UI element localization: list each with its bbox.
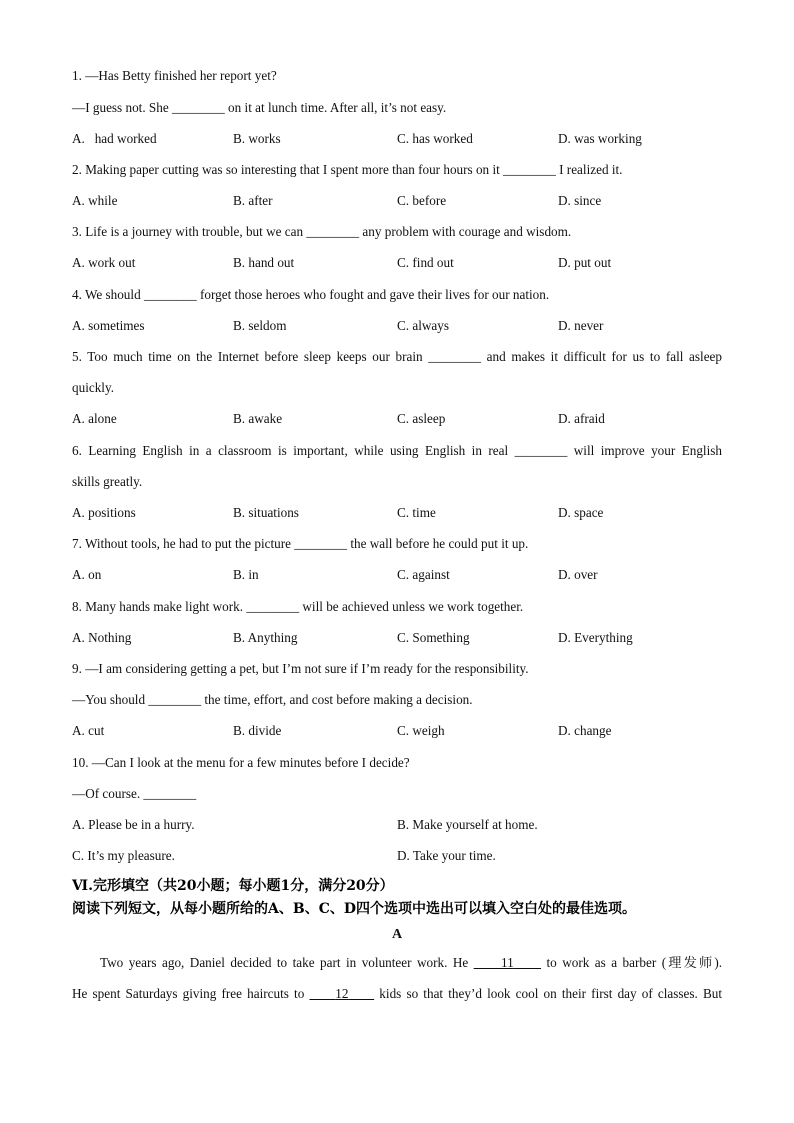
blank-11: ​ 11 bbox=[473, 955, 514, 970]
q8-option-b: B. Anything bbox=[233, 630, 298, 645]
question-10-stem: 10. —Can I look at the menu for a few minutes before I decide? bbox=[72, 755, 410, 770]
q3-option-a: A. work out bbox=[72, 255, 136, 270]
q1-option-c: C. has worked bbox=[397, 131, 473, 146]
passage-text: He spent Saturdays giving free haircuts to bbox=[72, 986, 310, 1001]
q6-option-d: D. space bbox=[558, 505, 604, 520]
question-10-reply: —Of course. ________ bbox=[72, 786, 197, 801]
question-1-reply: —I guess not. She ________ on it at lunch time. After all, it’s not easy. bbox=[72, 100, 447, 115]
q1-option-d: D. was working bbox=[558, 131, 642, 146]
question-6-stem: 6. Learning English in a classroom is important, while using English in real ________ will improve your English bbox=[72, 443, 722, 458]
q5-option-d: D. afraid bbox=[558, 411, 605, 426]
q10-option-a: A. Please be in a hurry. bbox=[72, 817, 195, 832]
question-4-stem: 4. We should ________ forget those heroes who fought and gave their lives for our nation. bbox=[72, 287, 550, 302]
q9-option-a: A. cut bbox=[72, 723, 105, 738]
passage-line-2 bbox=[72, 986, 722, 1002]
q5-option-c: C. asleep bbox=[397, 411, 446, 426]
q7-option-b: B. in bbox=[233, 567, 259, 582]
q8-option-d: D. Everything bbox=[558, 630, 633, 645]
blank-12-number: 12 bbox=[335, 986, 349, 1001]
q4-option-d: D. never bbox=[558, 318, 604, 333]
q10-option-b: B. Make yourself at home. bbox=[397, 817, 538, 832]
q2-option-a: A. while bbox=[72, 193, 118, 208]
q3-option-c: C. find out bbox=[397, 255, 454, 270]
section-instruction: 阅读下列短文，从每小题所给的A、B、C、D四个选项中选出可以填入空白处的最佳选项。 bbox=[72, 901, 636, 917]
q6-option-a: A. positions bbox=[72, 505, 136, 520]
q6-option-b: B. situations bbox=[233, 505, 299, 520]
q5-option-b: B. awake bbox=[233, 411, 283, 426]
q10-option-c: C. It’s my pleasure. bbox=[72, 848, 175, 863]
q9-option-c: C. weigh bbox=[397, 723, 445, 738]
question-2-stem: 2. Making paper cutting was so interesting that I spent more than four hours on it ________ I realized it. bbox=[72, 162, 623, 177]
passage-line-1 bbox=[72, 955, 722, 971]
q2-option-d: D. since bbox=[558, 193, 602, 208]
question-8-stem: 8. Many hands make light work. ________ will be achieved unless we work together. bbox=[72, 599, 524, 614]
passage-text: Two years ago, Daniel decided to take part in volunteer work. He bbox=[100, 955, 474, 970]
question-5-stem: 5. Too much time on the Internet before sleep keeps our brain ________ and makes it difficult for us to fall asleep bbox=[72, 349, 722, 364]
q9-option-d: D. change bbox=[558, 723, 612, 738]
q4-option-c: C. always bbox=[397, 318, 450, 333]
blank-12: ​ 12 bbox=[309, 986, 349, 1001]
q8-option-a: A. Nothing bbox=[72, 630, 132, 645]
q4-option-a: A. sometimes bbox=[72, 318, 145, 333]
q7-option-a: A. on bbox=[72, 567, 102, 582]
q7-option-c: C. against bbox=[397, 567, 450, 582]
blank-11-number: 11 bbox=[501, 955, 514, 970]
q10-option-d: D. Take your time. bbox=[397, 848, 496, 863]
q3-option-d: D. put out bbox=[558, 255, 612, 270]
q2-option-b: B. after bbox=[233, 193, 273, 208]
q1-option-b: B. works bbox=[233, 131, 281, 146]
question-3-stem: 3. Life is a journey with trouble, but we can ________ any problem with courage and wisdom. bbox=[72, 224, 572, 239]
q5-option-a: A. alone bbox=[72, 411, 117, 426]
q2-option-c: C. before bbox=[397, 193, 447, 208]
passage-text: kids so that they’d look cool on their first day of classes. But bbox=[374, 986, 723, 1001]
q8-option-c: C. Something bbox=[397, 630, 470, 645]
question-9-reply: —You should ________ the time, effort, and cost before making a decision. bbox=[72, 692, 473, 707]
q6-option-c: C. time bbox=[397, 505, 436, 520]
passage-text: to work as a barber (理发师). bbox=[541, 955, 723, 970]
q3-option-b: B. hand out bbox=[233, 255, 295, 270]
question-6-stem-cont: skills greatly. bbox=[72, 474, 143, 489]
question-5-stem-cont: quickly. bbox=[72, 380, 114, 395]
q1-option-a: A. had worked bbox=[72, 131, 157, 146]
q7-option-d: D. over bbox=[558, 567, 598, 582]
section-heading: Ⅵ.完形填空（共20小题；每小题1分，满分20分） bbox=[72, 878, 394, 894]
passage-label: A bbox=[391, 927, 403, 942]
q4-option-b: B. seldom bbox=[233, 318, 287, 333]
q9-option-b: B. divide bbox=[233, 723, 282, 738]
question-7-stem: 7. Without tools, he had to put the picture ________ the wall before he could put it up. bbox=[72, 536, 529, 551]
question-9-stem: 9. —I am considering getting a pet, but I’m not sure if I’m ready for the responsibility. bbox=[72, 661, 529, 676]
question-1-stem: 1. —Has Betty finished her report yet? bbox=[72, 68, 277, 83]
